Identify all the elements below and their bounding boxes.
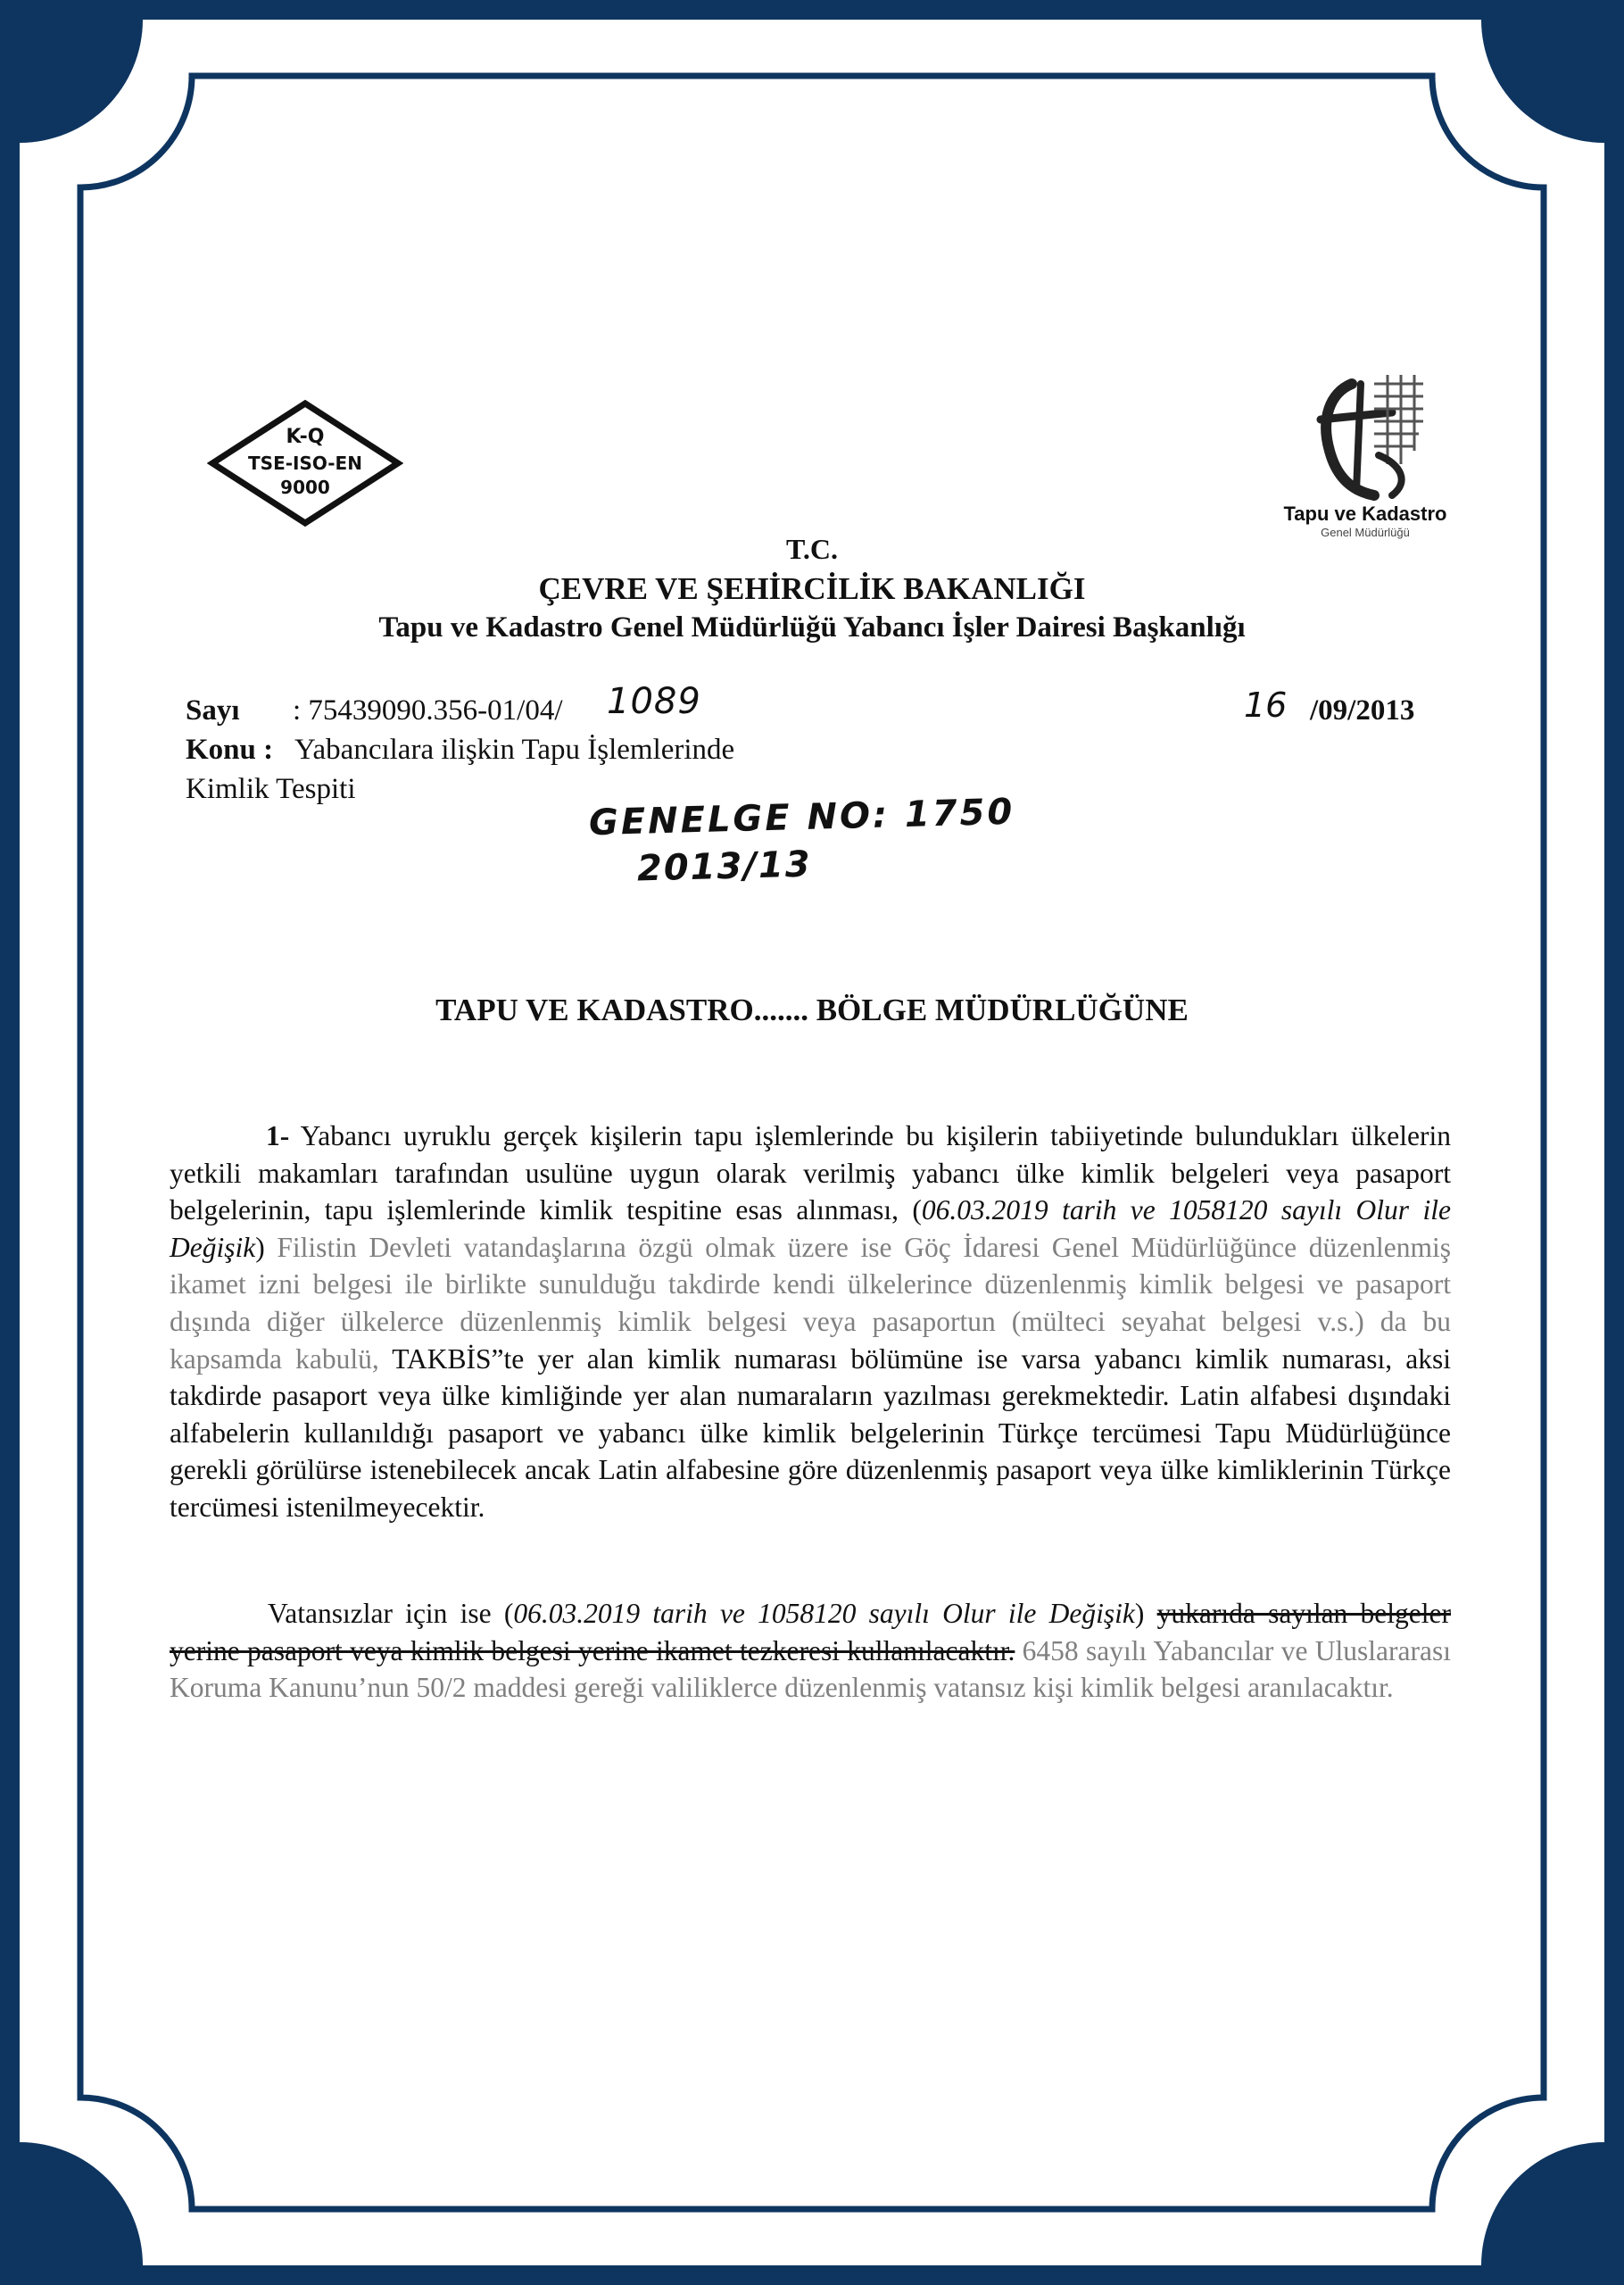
iso-line2: TSE-ISO-EN [248, 453, 362, 474]
header-ministry: ÇEVRE VE ŞEHİRCİLİK BAKANLIĞI [538, 571, 1086, 606]
header-tc: T.C. [785, 533, 839, 565]
paragraph-number: 1- [266, 1120, 290, 1151]
iso-certification-logo [207, 400, 403, 527]
iso-line1: K-Q [286, 426, 325, 448]
paragraph-1 [170, 1118, 1451, 1526]
konu-value-continued: Kimlik Tespiti [186, 773, 356, 805]
tkgm-logo-subtitle: Genel Müdürlüğü [1321, 526, 1410, 539]
p2-amended-text: 6458 sayılı Yabancılar ve Uluslararası Koruma Kanunu’nun 50/2 maddesi gereği valiliklerce düzenlenmiş vatansız kişi kimlik belgesi aranılacaktır. [170, 1634, 1451, 1704]
p1-amendment-note: 06.03.2019 tarih ve 1058120 sayılı Olur ile Değişik [170, 1194, 1451, 1263]
p2-amendment-close: ) [1134, 1598, 1157, 1629]
p1-text-a: Yabancı uyruklu gerçek kişilerin tapu işlemlerinde bu kişilerin tabiiyetinde bulundukları ülkelerin yetkili makamları tarafından usulüne uygun olarak verilmiş yabancı ülke kimlik belgeleri veya pasaport belgelerinin, tapu işlemlerinde kimlik tespitine esas alınması, ( [170, 1120, 1451, 1226]
addressee-heading: TAPU VE KADASTRO....... BÖLGE MÜDÜRLÜĞÜNE [435, 993, 1189, 1027]
p1-text-b: TAKBİS”te yer alan kimlik numarası bölümüne ise varsa yabancı kimlik numarası, aksi takdirde pasaport veya ülke kimliğinde yer alan numaraların yazılması gerekmektedir. Latin alfabesi dışındaki alfabelerin kullanıldığı pasaport ve yabancı ülke kimlik belgelerinin Türkçe tercümesi Tapu Müdürlüğünce gerekli görülürse istenebilecek ancak Latin alfabesine göre düzenlenmiş pasaport veya ülke kimliklerinin Türkçe tercümesi istenilmeyecektir. [170, 1342, 1451, 1523]
sayi-value: : 75439090.356-01/04/ [293, 694, 563, 727]
date-handwritten-day: 16 [1244, 686, 1288, 725]
handwritten-genelge-number: GENELGE NO: 1750 [588, 791, 1015, 844]
paragraph-2 [170, 1595, 1451, 1707]
iso-line3: 9000 [280, 477, 330, 498]
p2-text-a: Vatansızlar için ise ( [268, 1598, 514, 1629]
date-month-year: /09/2013 [1310, 694, 1415, 727]
sayi-label: Sayı [186, 694, 240, 727]
konu-value: Yabancılara ilişkin Tapu İşlemlerinde [294, 734, 735, 766]
p2-amendment-note: 06.03.2019 tarih ve 1058120 sayılı Olur ile Değişik [513, 1598, 1135, 1629]
p2-struck-text: yukarıda sayılan belgeler yerine pasaport veya kimlik belgesi yerine ikamet tezkeresi kullanılacaktır. [170, 1598, 1451, 1666]
sayi-handwritten-number: 1089 [607, 681, 701, 722]
p1-amendment-close: ) [255, 1231, 278, 1263]
konu-label: Konu : [186, 734, 274, 766]
handwritten-genelge-year: 2013/13 [636, 843, 813, 890]
tkgm-logo-name: Tapu ve Kadastro [1283, 503, 1447, 525]
header-directorate: Tapu ve Kadastro Genel Müdürlüğü Yabancı İşler Dairesi Başkanlığı [378, 611, 1246, 644]
p1-amended-text: Filistin Devleti vatandaşlarına özgü olmak üzere ise Göç İdaresi Genel Müdürlüğünce düzenlenmiş ikamet izni belgesi ile birlikte sunulduğu takdirde kendi ülkelerince düzenlenmiş kimlik belgesi ve pasaport dışında diğer ülkelerce düzenlenmiş kimlik belgesi veya pasaportun (mülteci seyahat belgesi v.s.) da bu kapsamda kabulü, [170, 1231, 1451, 1375]
